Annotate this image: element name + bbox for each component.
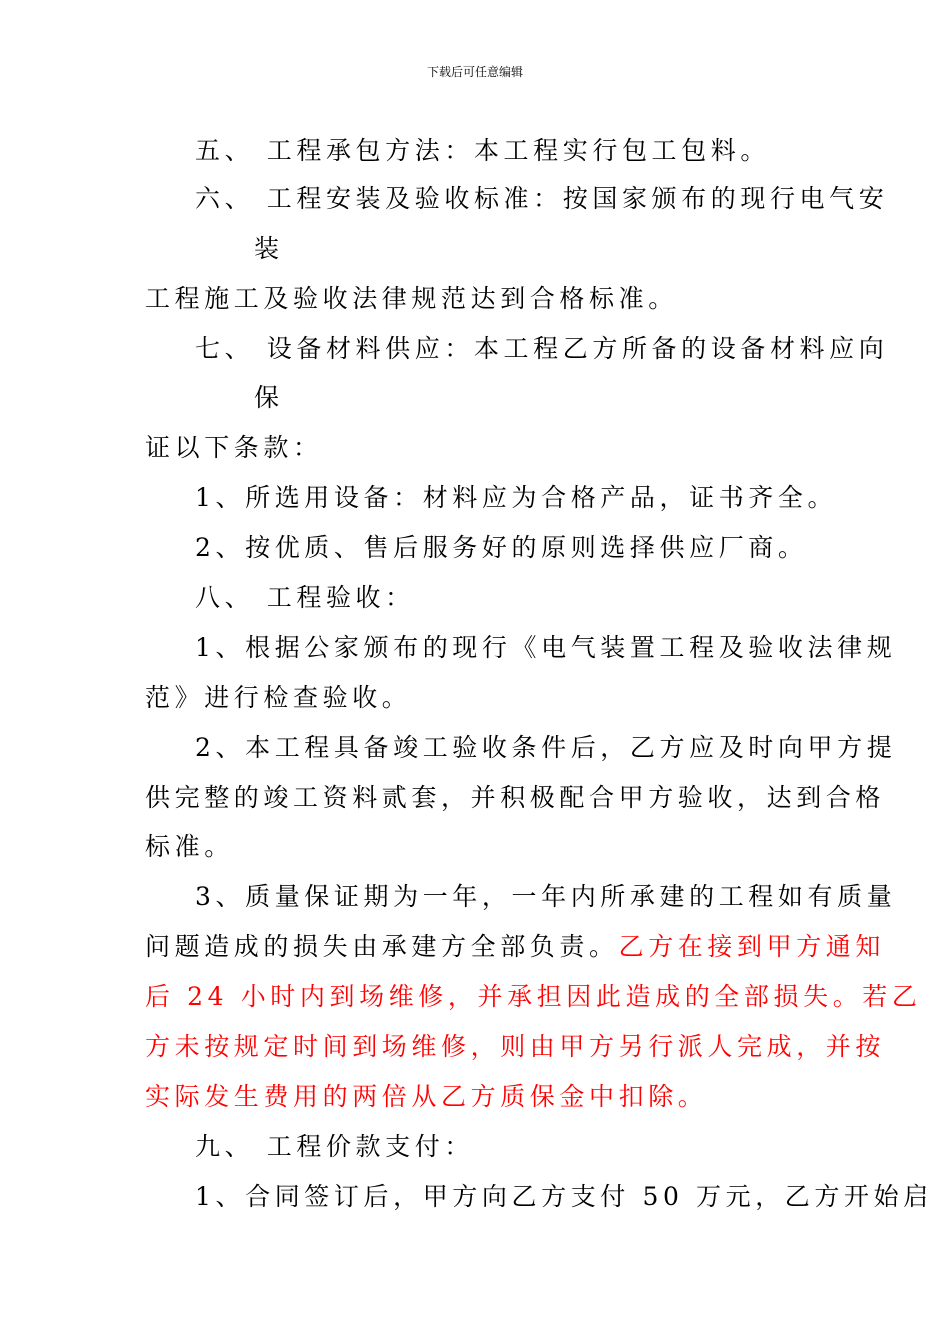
section-eight-item-3-red-2: 方未按规定时间到场维修，则由甲方另行派人完成，并按 xyxy=(145,1032,886,1061)
section-seven-cont-2: 证以下条款： xyxy=(145,433,323,462)
section-eight-item-3-red-3: 实际发生费用的两倍从乙方质保金中扣除。 xyxy=(145,1082,708,1111)
item-3-black-text: 问题造成的损失由承建方全部负责。 xyxy=(145,932,619,961)
section-six-cont: 装 xyxy=(254,234,284,263)
section-seven-item-1: 1、所选用设备：材料应为合格产品，证书齐全。 xyxy=(195,483,838,512)
section-eight-item-1-cont: 范》进行检查验收。 xyxy=(145,683,412,712)
section-six: 六、 工程安装及验收标准：按国家颁布的现行电气安 xyxy=(195,184,889,213)
section-eight: 八、 工程验收： xyxy=(195,583,415,612)
item-3-red-text: 乙方在接到甲方通知 xyxy=(618,932,886,961)
section-nine: 九、 工程价款支付： xyxy=(195,1132,474,1161)
section-eight-item-3-cont xyxy=(145,931,885,963)
section-nine-item-1: 1、合同签订后，甲方向乙方支付 50 万元，乙方开始启 xyxy=(195,1182,933,1211)
section-eight-item-2-cont-2: 标准。 xyxy=(145,832,234,861)
section-seven: 七、 设备材料供应：本工程乙方所备的设备材料应向 xyxy=(195,334,889,363)
section-seven-cont: 保 xyxy=(254,383,284,412)
section-five: 五、 工程承包方法：本工程实行包工包料。 xyxy=(195,136,770,165)
section-eight-item-3-red-1: 后 24 小时内到场维修，并承担因此造成的全部损失。若乙 xyxy=(145,982,922,1011)
page-header: 下载后可任意编辑 xyxy=(426,65,523,79)
section-eight-item-3: 3、质量保证期为一年，一年内所承建的工程如有质量 xyxy=(195,882,897,911)
section-eight-item-1: 1、根据公家颁布的现行《电气装置工程及验收法律规 xyxy=(195,633,897,662)
section-eight-item-2: 2、本工程具备竣工验收条件后，乙方应及时向甲方提 xyxy=(195,733,897,762)
section-eight-item-2-cont: 供完整的竣工资料贰套，并积极配合甲方验收，达到合格 xyxy=(145,783,886,812)
section-six-cont-2: 工程施工及验收法律规范达到合格标准。 xyxy=(145,284,678,313)
section-seven-item-2: 2、按优质、售后服务好的原则选择供应厂商。 xyxy=(195,533,808,562)
